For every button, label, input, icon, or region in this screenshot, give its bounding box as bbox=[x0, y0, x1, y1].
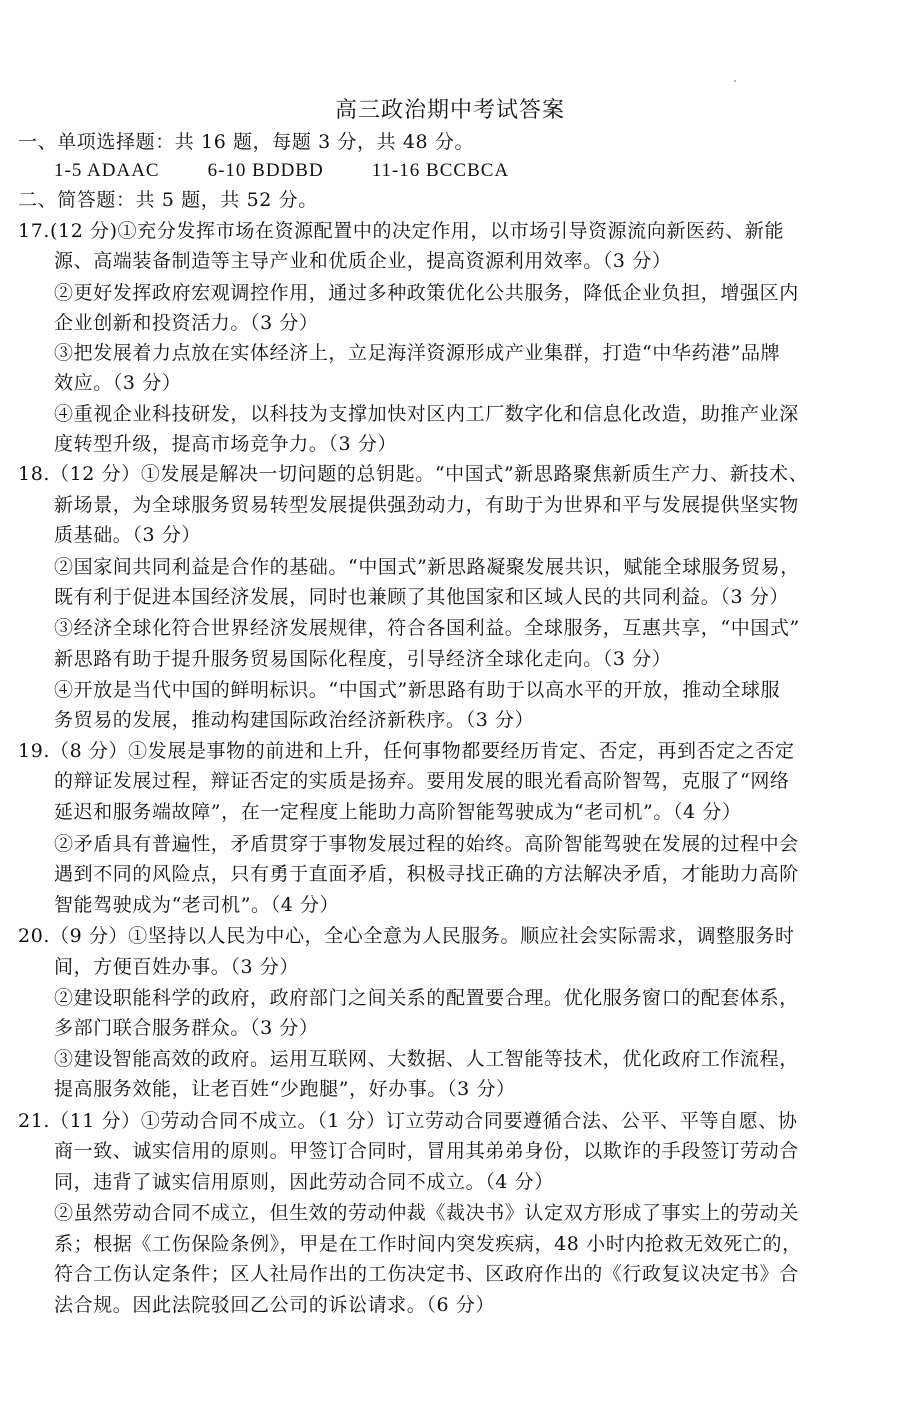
page-title: 高三政治期中考试答案 bbox=[334, 98, 565, 123]
answers-6-10: 6-10 BDDBD bbox=[207, 160, 324, 181]
q20-line: 提高服务效能，让老百姓“少跑腿”，好办事。（3 分） bbox=[54, 1078, 516, 1100]
q18-line: ③经济全球化符合世界经济发展规律，符合各国利益。全球服务，互惠共享，“中国式” bbox=[54, 617, 800, 639]
section2-heading: 二、简答题：共 5 题，共 52 分。 bbox=[18, 189, 318, 211]
q18-line: ②国家间共同利益是合作的基础。“中国式”新思路凝聚发展共识，赋能全球服务贸易， bbox=[54, 556, 800, 578]
q17-line: 企业创新和投资活力。（3 分） bbox=[54, 312, 319, 334]
q19-line: 延迟和服务端故障”，在一定程度上能助力高阶智能驾驶成为“老司机”。（4 分） bbox=[54, 801, 742, 823]
q21-line: 商一致、诚实信用的原则。甲签订合同时，冒用其弟弟身份，以欺诈的手段签订劳动合 bbox=[54, 1140, 799, 1162]
q21-line: 同，违背了诚实信用原则，因此劳动合同不成立。（4 分） bbox=[54, 1171, 554, 1193]
section1-heading: 一、单项选择题：共 16 题，每题 3 分，共 48 分。 bbox=[18, 131, 475, 153]
q19-line: 智能驾驶成为“老司机”。（4 分） bbox=[54, 894, 340, 916]
q18-line: 18.（12 分）①发展是解决一切问题的总钥匙。“中国式”新思路聚焦新质生产力、新技术、 bbox=[18, 463, 809, 485]
q18-line: ④开放是当代中国的鲜明标识。“中国式”新思路有助于以高水平的开放，推动全球服 bbox=[54, 679, 781, 701]
q18-line: 既有利于促进本国经济发展，同时也兼顾了其他国家和区域人民的共同利益。（3 分） bbox=[54, 586, 790, 608]
q18-line: 新场景，为全球服务贸易转型发展提供强劲动力，有助于为世界和平与发展提供坚实物 bbox=[54, 494, 799, 516]
q18-line: 新思路有助于提升服务贸易国际化程度，引导经济全球化走向。（3 分） bbox=[54, 648, 672, 670]
q17-line: ③把发展着力点放在实体经济上，立足海洋资源形成产业集群，打造“中华药港”品牌 bbox=[54, 342, 781, 364]
q17-line: 源、高端装备制造等主导产业和优质企业，提高资源利用效率。（3 分） bbox=[54, 250, 672, 272]
q19-line: 遇到不同的风险点，只有勇于直面矛盾，积极寻找正确的方法解决矛盾，才能助力高阶 bbox=[54, 863, 799, 885]
q20-line: ②建设职能科学的政府，政府部门之间关系的配置要合理。优化服务窗口的配套体系， bbox=[54, 987, 799, 1009]
q21-line: 法合规。因此法院驳回乙公司的诉讼请求。（6 分） bbox=[54, 1294, 496, 1316]
q17-line: ④重视企业科技研发，以科技为支撑加快对区内工厂数字化和信息化改造，助推产业深 bbox=[54, 403, 799, 425]
q18-line: 务贸易的发展，推动构建国际政治经济新秩序。（3 分） bbox=[54, 709, 535, 731]
q17-line: 17.(12 分)①充分发挥市场在资源配置中的决定作用，以市场引导资源流向新医药、新能 bbox=[18, 220, 785, 242]
q21-line: ②虽然劳动合同不成立，但生效的劳动仲裁《裁决书》认定双方形成了事实上的劳动关 bbox=[54, 1202, 799, 1224]
q18-line: 质基础。（3 分） bbox=[54, 524, 202, 546]
q17-line: 效应。（3 分） bbox=[54, 372, 182, 394]
q19-line: 19.（8 分）①发展是事物的前进和上升，任何事物都要经历肯定、否定，再到否定之否定 bbox=[18, 740, 795, 762]
q20-line: 20.（9 分）①坚持以人民为中心，全心全意为人民服务。顺应社会实际需求，调整服务时 bbox=[18, 925, 795, 947]
q21-line: 系；根据《工伤保险条例》，甲是在工作时间内突发疾病，48 小时内抢救无效死亡的， bbox=[54, 1233, 802, 1255]
q21-line: 符合工伤认定条件；区人社局作出的工伤决定书、区政府作出的《行政复议决定书》合 bbox=[54, 1263, 799, 1285]
choice-answers bbox=[54, 156, 557, 185]
q20-line: 间，方便百姓办事。（3 分） bbox=[54, 956, 300, 978]
q19-line: ②矛盾具有普遍性，矛盾贯穿于事物发展过程的始终。高阶智能驾驶在发展的过程中会 bbox=[54, 833, 799, 855]
scan-speck bbox=[734, 80, 736, 82]
answers-11-16: 11-16 BCCBCA bbox=[371, 160, 510, 181]
q17-line: 度转型升级，提高市场竞争力。（3 分） bbox=[54, 433, 398, 455]
q20-line: 多部门联合服务群众。（3 分） bbox=[54, 1017, 319, 1039]
q19-line: 的辩证发展过程，辩证否定的实质是扬弃。要用发展的眼光看高阶智驾，克服了“网络 bbox=[54, 770, 790, 792]
q20-line: ③建设智能高效的政府。运用互联网、大数据、人工智能等技术，优化政府工作流程， bbox=[54, 1048, 799, 1070]
q21-line: 21.（11 分）①劳动合同不成立。（1 分）订立劳动合同要遵循合法、公平、平等自愿、协 bbox=[18, 1110, 798, 1132]
q17-line: ②更好发挥政府宏观调控作用，通过多种政策优化公共服务，降低企业负担，增强区内 bbox=[54, 282, 799, 304]
answers-1-5: 1-5 ADAAC bbox=[54, 160, 160, 181]
